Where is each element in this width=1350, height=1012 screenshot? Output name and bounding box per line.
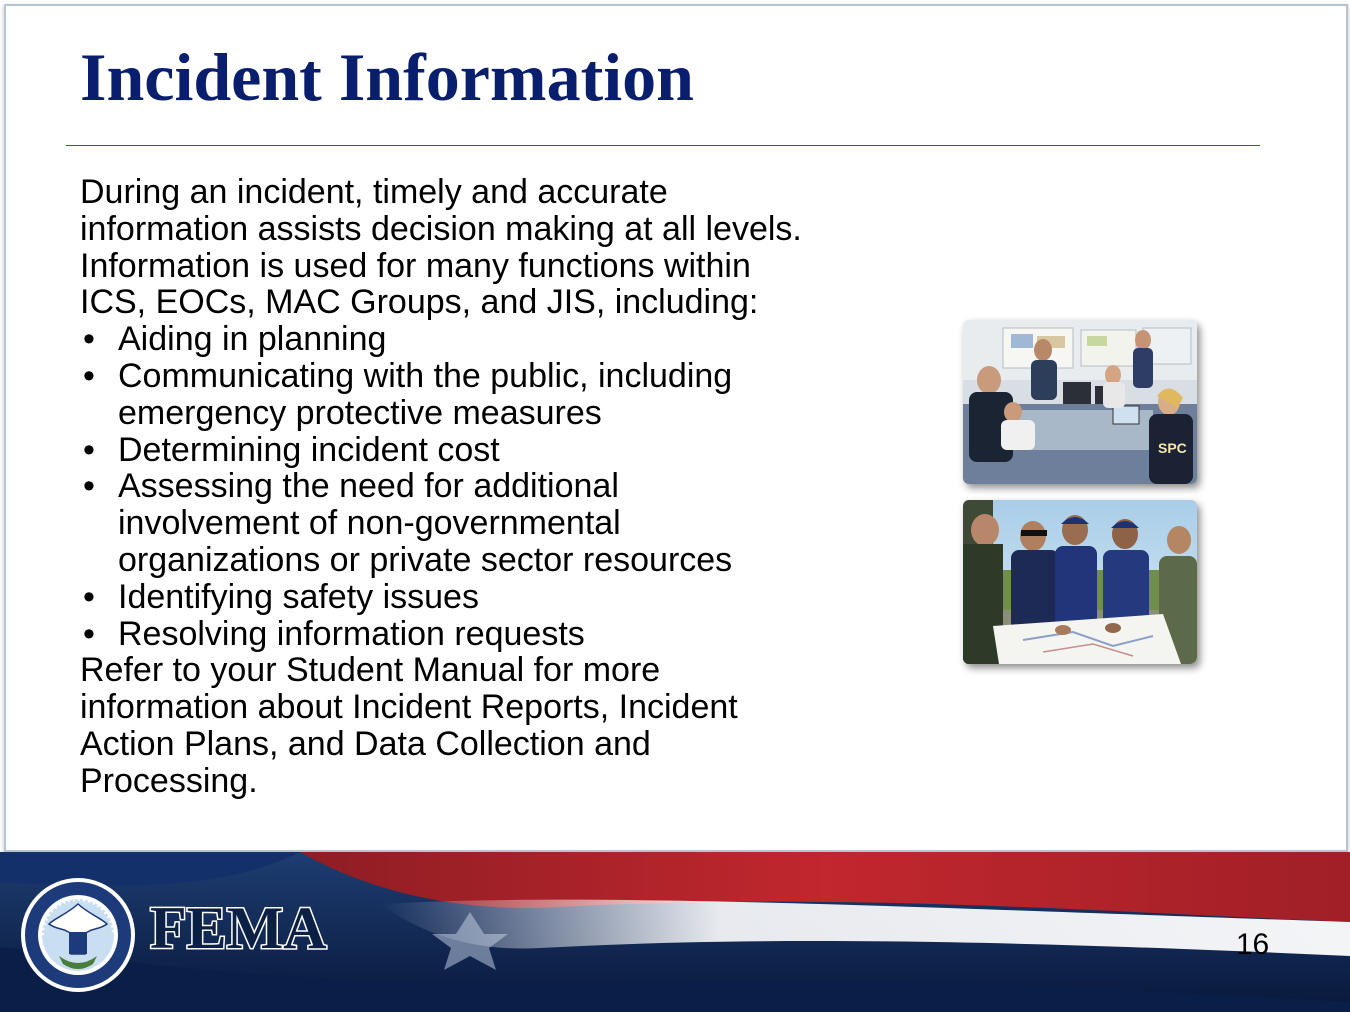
slide-title: Incident Information	[80, 39, 694, 115]
slide-body	[80, 174, 940, 800]
bullet-item: • Determining incident cost	[80, 432, 940, 469]
page-number: 16	[1235, 928, 1270, 961]
responders-photo	[963, 500, 1197, 664]
fema-logo-text: FEMA	[150, 895, 327, 961]
title-divider	[66, 145, 1260, 146]
bullet-item: • Identifying safety issues	[80, 579, 940, 616]
outro-paragraph: Refer to your Student Manual for more information about Incident Reports, Incident Action Plans, and Data Collection and Processing.	[80, 651, 738, 800]
eoc-photo	[963, 320, 1197, 484]
bullet-list	[80, 321, 940, 652]
bullet-item: • Communicating with the public, including emergency protective measures	[80, 358, 940, 432]
fema-logo	[148, 888, 348, 968]
bullet-item: • Aiding in planning	[80, 321, 940, 358]
bullet-item: • Assessing the need for additional involvement of non-governmental organizations or private sector resources	[80, 468, 940, 578]
dhs-seal-logo	[19, 876, 137, 994]
bullet-item: • Resolving information requests	[80, 616, 940, 653]
intro-paragraph: During an incident, timely and accurate information assists decision making at all levels. Information is used for many functions within ICS, EOCs, MAC Groups, and JIS, including:	[80, 173, 802, 322]
spc-vest-label: SPC	[1158, 440, 1187, 456]
